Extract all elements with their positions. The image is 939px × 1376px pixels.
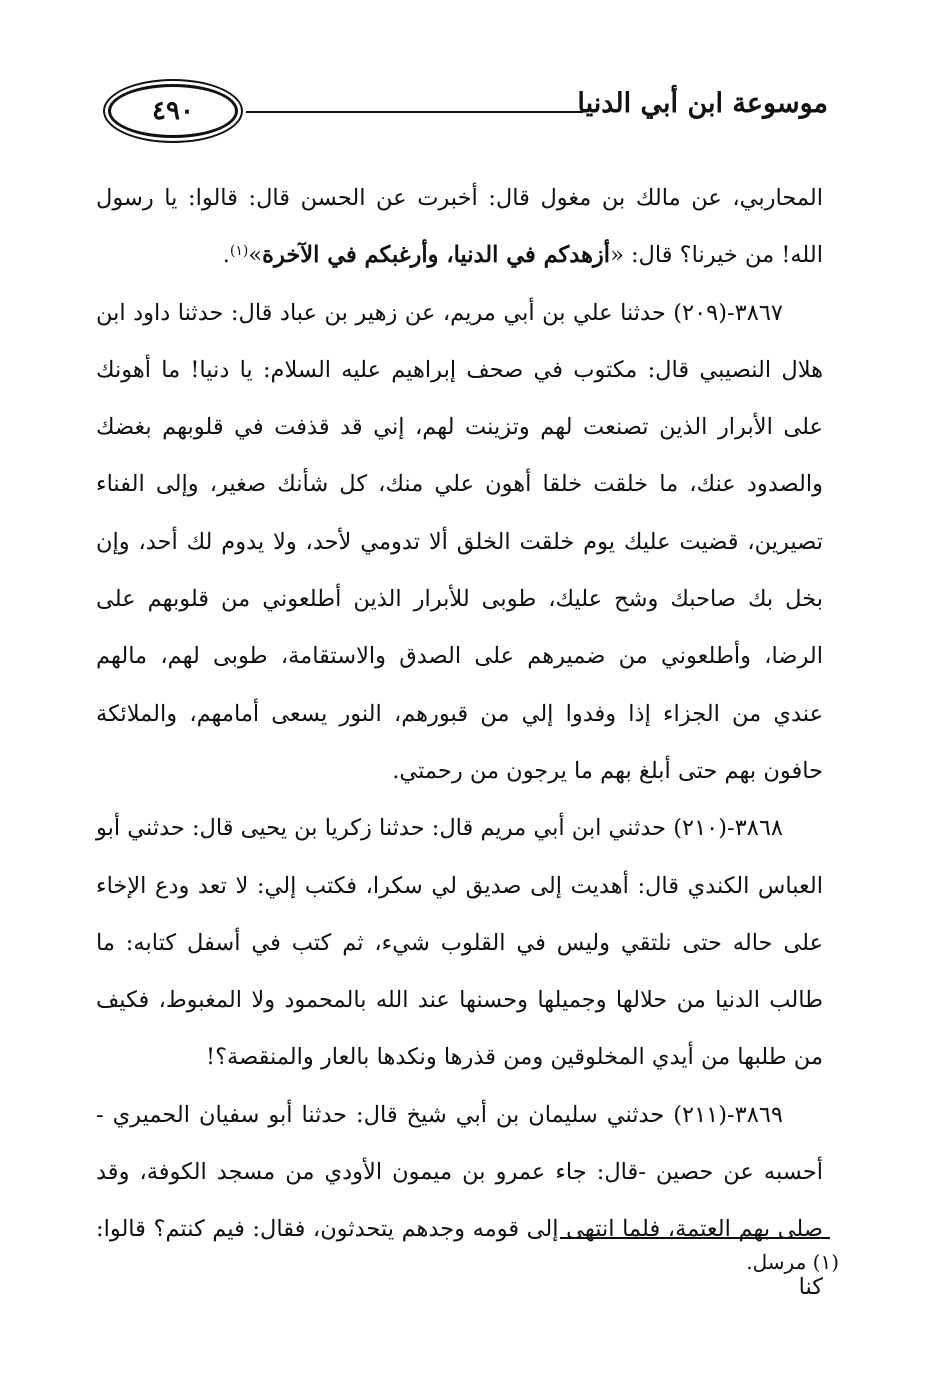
paragraph-end: . (222, 242, 230, 269)
header-rule (246, 111, 583, 113)
footnote-ref: (١) (229, 243, 249, 260)
page-number: ٤٩٠ (108, 84, 238, 138)
footnote-divider (560, 1237, 830, 1239)
footnote-1: (١) مرسل. (746, 1250, 839, 1274)
paragraph-text: المحاربي، عن مالك بن مغول قال: أخبرت عن الحسن قال: قالوا: يا رسول الله! من خيرنا؟ قال: « (96, 185, 823, 269)
quote-close: » (248, 242, 263, 269)
page-title: موسوعة ابن أبي الدنيا (577, 88, 828, 119)
body-text (96, 170, 823, 1316)
hadith-quote: أزهدكم في الدنيا، وأرغبكم في الآخرة (262, 242, 611, 269)
paragraph-3867: ٣٨٦٧-(٢٠٩) حدثنا علي بن أبي مريم، عن زهير بن عباد قال: حدثنا داود ابن هلال النصيبي قال: مكتوب في صحف إبراهيم عليه السلام: يا دنيا! ما أهونك على الأبرار الذين تصنعت لهم وتزينت لهم، إني قد قذفت في قلوبهم بغضك والصدود عنك، ما خلقت خلقا أهون علي منك، كل شأنك صغير، وإلى الفناء تصيرين، قضيت عليك يوم خلقت الخلق ألا تدومي لأحد، ولا يدوم لك أحد، وإن بخل بك صاحبك وشح عليك، طوبى للأبرار الذين أطلعوني من قلوبهم على الرضا، وأطلعوني من ضميرهم على الصدق والاستقامة، طوبى لهم، مالهم عندي من الجزاء إذا وفدوا إلي من قبورهم، النور يسعى أمامهم، والملائكة حافون بهم حتى أبلغ بهم ما يرجون من رحمتي. (96, 299, 823, 784)
paragraph-3869: ٣٨٦٩-(٢١١) حدثني سليمان بن أبي شيخ قال: حدثنا أبو سفيان الحميري - أحسبه عن حصين -قال: جاء عمرو بن ميمون الأودي من مسجد الكوفة، وقد صلى بهم العتمة، فلما انتهى إلى قومه وجدهم يتحدثون، فقال: فيم كنتم؟ قالوا: كنا (96, 1101, 823, 1300)
page-header (88, 82, 848, 146)
paragraph-3868: ٣٨٦٨-(٢١٠) حدثني ابن أبي مريم قال: حدثنا زكريا بن يحيى قال: حدثني أبو العباس الكندي قال: أهديت إلى صديق لي سكرا، فكتب إلي: لا تعد ودع الإخاء على حاله حتى نلتقي وليس في القلوب شيء، ثم كتب في أسفل كتابه: ما طالب الدنيا من حلالها وجميلها وحسنها عند الله بالمحمود ولا المغبوط، فكيف من طلبها من أيدي المخلوقين ومن قذرها ونكدها بالعار والمنقصة؟! (96, 815, 823, 1071)
paragraph-continuation (96, 170, 823, 285)
